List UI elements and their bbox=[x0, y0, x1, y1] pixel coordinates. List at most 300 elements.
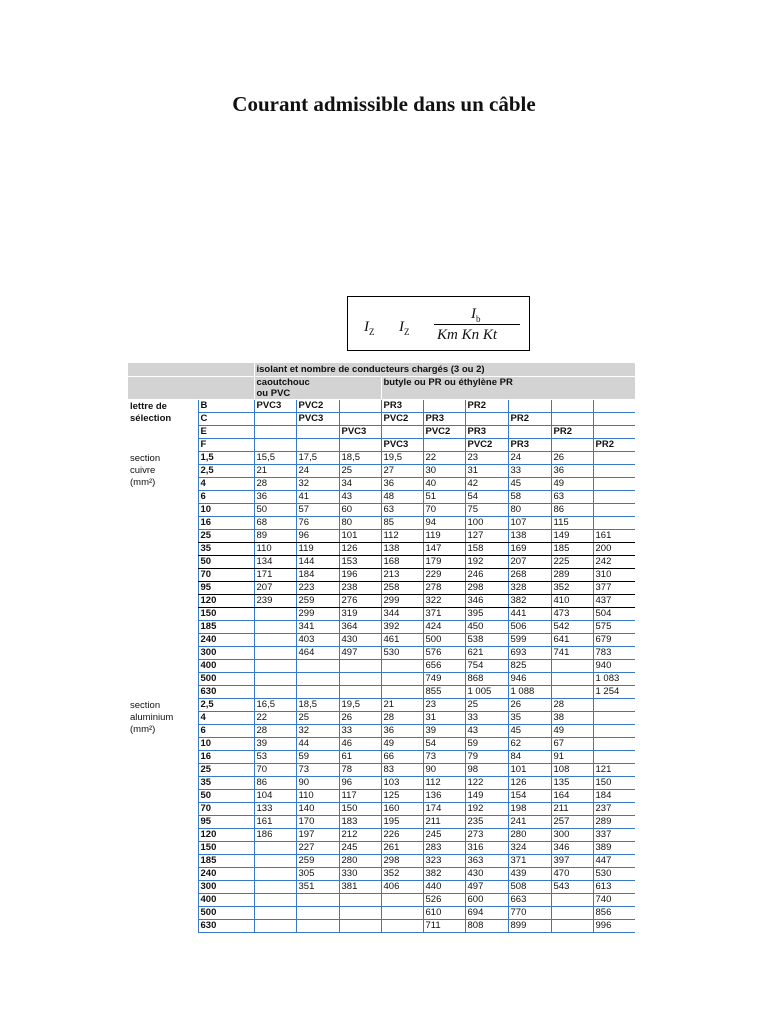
aluminium-current-value: 694 bbox=[465, 907, 508, 920]
copper-section-size: 500 bbox=[198, 673, 254, 686]
aluminium-current-value bbox=[254, 855, 296, 868]
copper-current-value: 538 bbox=[465, 634, 508, 647]
aluminium-section-size: 50 bbox=[198, 790, 254, 803]
aluminium-current-value: 613 bbox=[593, 881, 635, 894]
copper-current-value: 346 bbox=[465, 595, 508, 608]
aluminium-current-value: 351 bbox=[296, 881, 339, 894]
copper-current-value: 17,5 bbox=[296, 452, 339, 465]
insulation-type-cell bbox=[508, 400, 551, 413]
aluminium-current-value: 600 bbox=[465, 894, 508, 907]
copper-current-value: 57 bbox=[296, 504, 339, 517]
aluminium-current-value: 245 bbox=[339, 842, 381, 855]
copper-current-value: 30 bbox=[423, 465, 465, 478]
copper-current-value bbox=[381, 660, 423, 673]
copper-current-value: 119 bbox=[423, 530, 465, 543]
aluminium-current-value: 397 bbox=[551, 855, 593, 868]
copper-current-value: 161 bbox=[593, 530, 635, 543]
aluminium-current-value: 31 bbox=[423, 712, 465, 725]
copper-current-value: 575 bbox=[593, 621, 635, 634]
aluminium-current-value: 610 bbox=[423, 907, 465, 920]
aluminium-current-value: 90 bbox=[423, 764, 465, 777]
copper-current-value bbox=[593, 517, 635, 530]
copper-section-size: 150 bbox=[198, 608, 254, 621]
aluminium-current-value: 382 bbox=[423, 868, 465, 881]
copper-section-size: 2,5 bbox=[198, 465, 254, 478]
aluminium-current-value: 389 bbox=[593, 842, 635, 855]
aluminium-current-value bbox=[254, 907, 296, 920]
aluminium-current-value: 91 bbox=[551, 751, 593, 764]
aluminium-current-value: 54 bbox=[423, 738, 465, 751]
insulation-type-cell bbox=[551, 400, 593, 413]
insulation-type-cell bbox=[381, 426, 423, 439]
aluminium-current-value: 227 bbox=[296, 842, 339, 855]
copper-current-value: 48 bbox=[381, 491, 423, 504]
copper-current-value bbox=[593, 491, 635, 504]
aluminium-current-value: 66 bbox=[381, 751, 423, 764]
copper-current-value: 24 bbox=[508, 452, 551, 465]
aluminium-current-value: 136 bbox=[423, 790, 465, 803]
aluminium-current-value: 280 bbox=[339, 855, 381, 868]
aluminium-current-value: 170 bbox=[296, 816, 339, 829]
copper-current-value: 377 bbox=[593, 582, 635, 595]
aluminium-current-value: 90 bbox=[296, 777, 339, 790]
aluminium-current-value: 183 bbox=[339, 816, 381, 829]
aluminium-current-value: 346 bbox=[551, 842, 593, 855]
selection-label: lettre de sélection bbox=[130, 401, 172, 424]
copper-current-value: 32 bbox=[296, 478, 339, 491]
copper-current-value: 184 bbox=[296, 569, 339, 582]
insulation-type-cell: PVC2 bbox=[423, 426, 465, 439]
copper-current-value: 28 bbox=[254, 478, 296, 491]
copper-current-value: 679 bbox=[593, 634, 635, 647]
copper-current-value: 54 bbox=[465, 491, 508, 504]
copper-current-value: 85 bbox=[381, 517, 423, 530]
aluminium-current-value: 899 bbox=[508, 920, 551, 933]
insulation-type-cell bbox=[339, 413, 381, 426]
copper-section-size: 120 bbox=[198, 595, 254, 608]
aluminium-current-value bbox=[593, 699, 635, 712]
copper-current-value: 322 bbox=[423, 595, 465, 608]
copper-current-value: 268 bbox=[508, 569, 551, 582]
aluminium-section-size: 400 bbox=[198, 894, 254, 907]
aluminium-current-value: 298 bbox=[381, 855, 423, 868]
aluminium-current-value: 280 bbox=[508, 829, 551, 842]
copper-current-value bbox=[296, 686, 339, 699]
insulation-type-cell bbox=[296, 439, 339, 452]
insulation-type-cell bbox=[593, 426, 635, 439]
copper-current-value: 112 bbox=[381, 530, 423, 543]
aluminium-current-value: 439 bbox=[508, 868, 551, 881]
copper-current-value: 21 bbox=[254, 465, 296, 478]
aluminium-current-value: 663 bbox=[508, 894, 551, 907]
aluminium-current-value: 133 bbox=[254, 803, 296, 816]
aluminium-current-value bbox=[296, 907, 339, 920]
aluminium-current-value: 316 bbox=[465, 842, 508, 855]
aluminium-current-value: 62 bbox=[508, 738, 551, 751]
aluminium-current-value bbox=[551, 920, 593, 933]
copper-current-value: 410 bbox=[551, 595, 593, 608]
copper-current-value: 196 bbox=[339, 569, 381, 582]
aluminium-current-value bbox=[381, 907, 423, 920]
aluminium-current-value: 140 bbox=[296, 803, 339, 816]
insulation-type-cell bbox=[423, 400, 465, 413]
aluminium-current-value: 28 bbox=[254, 725, 296, 738]
copper-current-value: 299 bbox=[381, 595, 423, 608]
copper-current-value: 107 bbox=[508, 517, 551, 530]
header-group-rubber-pvc: caoutchouc ou PVC bbox=[254, 377, 381, 400]
copper-current-value: 19,5 bbox=[381, 452, 423, 465]
aluminium-current-value: 154 bbox=[508, 790, 551, 803]
aluminium-current-value: 237 bbox=[593, 803, 635, 816]
copper-current-value: 276 bbox=[339, 595, 381, 608]
copper-current-value: 34 bbox=[339, 478, 381, 491]
aluminium-current-value: 39 bbox=[423, 725, 465, 738]
copper-current-value: 1 088 bbox=[508, 686, 551, 699]
copper-current-value: 169 bbox=[508, 543, 551, 556]
copper-current-value: 328 bbox=[508, 582, 551, 595]
copper-current-value: 621 bbox=[465, 647, 508, 660]
copper-current-value: 299 bbox=[296, 608, 339, 621]
copper-current-value bbox=[339, 686, 381, 699]
fraction-line bbox=[434, 324, 520, 325]
copper-current-value: 149 bbox=[551, 530, 593, 543]
aluminium-current-value: 101 bbox=[508, 764, 551, 777]
aluminium-current-value: 235 bbox=[465, 816, 508, 829]
copper-current-value: 63 bbox=[551, 491, 593, 504]
aluminium-current-value: 73 bbox=[296, 764, 339, 777]
copper-current-value: 344 bbox=[381, 608, 423, 621]
copper-current-value: 424 bbox=[423, 621, 465, 634]
copper-current-value: 1 005 bbox=[465, 686, 508, 699]
copper-current-value: 242 bbox=[593, 556, 635, 569]
aluminium-section-size: 300 bbox=[198, 881, 254, 894]
copper-current-value: 80 bbox=[339, 517, 381, 530]
copper-section-size: 95 bbox=[198, 582, 254, 595]
copper-current-value: 259 bbox=[296, 595, 339, 608]
aluminium-section-size: 95 bbox=[198, 816, 254, 829]
aluminium-current-value bbox=[254, 868, 296, 881]
copper-current-value: 225 bbox=[551, 556, 593, 569]
copper-current-value bbox=[296, 673, 339, 686]
aluminium-current-value: 283 bbox=[423, 842, 465, 855]
copper-current-value: 229 bbox=[423, 569, 465, 582]
copper-current-value: 298 bbox=[465, 582, 508, 595]
aluminium-section-size: 2,5 bbox=[198, 699, 254, 712]
insulation-type-cell bbox=[465, 413, 508, 426]
aluminium-current-value: 770 bbox=[508, 907, 551, 920]
insulation-type-cell: PVC3 bbox=[339, 426, 381, 439]
aluminium-current-value: 381 bbox=[339, 881, 381, 894]
copper-current-value bbox=[254, 660, 296, 673]
header-blank-2 bbox=[128, 377, 254, 400]
copper-section-size: 300 bbox=[198, 647, 254, 660]
aluminium-current-value: 28 bbox=[381, 712, 423, 725]
copper-current-value: 310 bbox=[593, 569, 635, 582]
copper-current-value: 430 bbox=[339, 634, 381, 647]
aluminium-current-value bbox=[254, 842, 296, 855]
copper-current-value bbox=[296, 660, 339, 673]
aluminium-current-value: 78 bbox=[339, 764, 381, 777]
aluminium-current-value: 211 bbox=[551, 803, 593, 816]
aluminium-label: section aluminium (mm²) bbox=[130, 699, 174, 735]
copper-current-value: 364 bbox=[339, 621, 381, 634]
copper-current-value: 500 bbox=[423, 634, 465, 647]
copper-current-value: 192 bbox=[465, 556, 508, 569]
aluminium-current-value bbox=[254, 920, 296, 933]
insulation-type-cell: PVC2 bbox=[296, 400, 339, 413]
header-group-butyl-pr: butyle ou PR ou éthylène PR bbox=[381, 377, 635, 400]
aluminium-current-value: 273 bbox=[465, 829, 508, 842]
insulation-type-cell: PR3 bbox=[508, 439, 551, 452]
insulation-type-cell bbox=[508, 426, 551, 439]
aluminium-current-value bbox=[551, 907, 593, 920]
formula-iz-1: $I_Z$ bbox=[364, 319, 375, 337]
copper-current-value: 23 bbox=[465, 452, 508, 465]
copper-section-size: 240 bbox=[198, 634, 254, 647]
aluminium-current-value bbox=[254, 881, 296, 894]
copper-current-value: 36 bbox=[551, 465, 593, 478]
aluminium-current-value: 84 bbox=[508, 751, 551, 764]
copper-current-value: 45 bbox=[508, 478, 551, 491]
aluminium-current-value: 856 bbox=[593, 907, 635, 920]
copper-section-size: 35 bbox=[198, 543, 254, 556]
copper-current-value: 158 bbox=[465, 543, 508, 556]
copper-current-value: 352 bbox=[551, 582, 593, 595]
aluminium-current-value: 711 bbox=[423, 920, 465, 933]
insulation-type-cell bbox=[593, 400, 635, 413]
copper-current-value: 506 bbox=[508, 621, 551, 634]
aluminium-current-value: 150 bbox=[339, 803, 381, 816]
aluminium-current-value: 371 bbox=[508, 855, 551, 868]
insulation-type-cell: PR3 bbox=[381, 400, 423, 413]
aluminium-current-value: 25 bbox=[296, 712, 339, 725]
aluminium-current-value bbox=[551, 894, 593, 907]
aluminium-current-value: 32 bbox=[296, 725, 339, 738]
copper-current-value: 25 bbox=[339, 465, 381, 478]
aluminium-current-value: 996 bbox=[593, 920, 635, 933]
copper-current-value bbox=[254, 608, 296, 621]
page-title: Courant admissible dans un câble bbox=[232, 92, 536, 116]
copper-current-value: 63 bbox=[381, 504, 423, 517]
copper-section-size: 6 bbox=[198, 491, 254, 504]
aluminium-current-value: 112 bbox=[423, 777, 465, 790]
formula-denominator: Km Kn Kt bbox=[437, 327, 498, 343]
aluminium-section-size: 120 bbox=[198, 829, 254, 842]
copper-current-value: 200 bbox=[593, 543, 635, 556]
aluminium-current-value bbox=[339, 894, 381, 907]
copper-current-value: 749 bbox=[423, 673, 465, 686]
copper-current-value: 223 bbox=[296, 582, 339, 595]
aluminium-section-size: 6 bbox=[198, 725, 254, 738]
aluminium-current-value: 324 bbox=[508, 842, 551, 855]
copper-current-value: 127 bbox=[465, 530, 508, 543]
copper-current-value: 246 bbox=[465, 569, 508, 582]
copper-section-size: 4 bbox=[198, 478, 254, 491]
copper-current-value: 168 bbox=[381, 556, 423, 569]
copper-current-value bbox=[593, 478, 635, 491]
aluminium-current-value bbox=[296, 894, 339, 907]
aluminium-current-value: 73 bbox=[423, 751, 465, 764]
copper-current-value: 940 bbox=[593, 660, 635, 673]
aluminium-current-value: 21 bbox=[381, 699, 423, 712]
aluminium-current-value: 79 bbox=[465, 751, 508, 764]
aluminium-current-value: 39 bbox=[254, 738, 296, 751]
copper-current-value: 70 bbox=[423, 504, 465, 517]
copper-section-size: 185 bbox=[198, 621, 254, 634]
aluminium-current-value: 259 bbox=[296, 855, 339, 868]
formula-box bbox=[347, 296, 530, 351]
aluminium-current-value bbox=[339, 920, 381, 933]
aluminium-current-value: 43 bbox=[465, 725, 508, 738]
copper-current-value: 144 bbox=[296, 556, 339, 569]
aluminium-current-value: 197 bbox=[296, 829, 339, 842]
copper-current-value: 395 bbox=[465, 608, 508, 621]
insulation-type-cell: PR2 bbox=[593, 439, 635, 452]
copper-current-value: 110 bbox=[254, 543, 296, 556]
aluminium-current-value: 470 bbox=[551, 868, 593, 881]
aluminium-current-value: 300 bbox=[551, 829, 593, 842]
aluminium-section-size: 240 bbox=[198, 868, 254, 881]
aluminium-current-value: 808 bbox=[465, 920, 508, 933]
aluminium-current-value: 149 bbox=[465, 790, 508, 803]
copper-current-value bbox=[254, 647, 296, 660]
copper-current-value: 207 bbox=[254, 582, 296, 595]
copper-current-value: 868 bbox=[465, 673, 508, 686]
aluminium-current-value: 740 bbox=[593, 894, 635, 907]
copper-current-value: 147 bbox=[423, 543, 465, 556]
copper-current-value: 1 083 bbox=[593, 673, 635, 686]
aluminium-current-value: 28 bbox=[551, 699, 593, 712]
aluminium-current-value: 212 bbox=[339, 829, 381, 842]
aluminium-section-size: 35 bbox=[198, 777, 254, 790]
aluminium-current-value: 33 bbox=[465, 712, 508, 725]
aluminium-current-value: 33 bbox=[339, 725, 381, 738]
copper-current-value: 599 bbox=[508, 634, 551, 647]
aluminium-current-value bbox=[593, 738, 635, 751]
insulation-type-cell: PR2 bbox=[465, 400, 508, 413]
copper-current-value: 40 bbox=[423, 478, 465, 491]
copper-section-size: 50 bbox=[198, 556, 254, 569]
copper-current-value: 134 bbox=[254, 556, 296, 569]
aluminium-current-value: 305 bbox=[296, 868, 339, 881]
copper-current-value: 576 bbox=[423, 647, 465, 660]
aluminium-section-size: 70 bbox=[198, 803, 254, 816]
aluminium-current-value: 36 bbox=[381, 725, 423, 738]
aluminium-current-value: 103 bbox=[381, 777, 423, 790]
aluminium-current-value: 22 bbox=[254, 712, 296, 725]
insulation-type-cell bbox=[593, 413, 635, 426]
formula-iz-2: $I_Z$ bbox=[399, 319, 410, 337]
aluminium-current-value: 160 bbox=[381, 803, 423, 816]
aluminium-current-value: 530 bbox=[593, 868, 635, 881]
aluminium-current-value: 330 bbox=[339, 868, 381, 881]
copper-current-value: 185 bbox=[551, 543, 593, 556]
copper-current-value: 437 bbox=[593, 595, 635, 608]
aluminium-current-value: 125 bbox=[381, 790, 423, 803]
copper-section-size: 16 bbox=[198, 517, 254, 530]
aluminium-current-value: 406 bbox=[381, 881, 423, 894]
copper-current-value: 15,5 bbox=[254, 452, 296, 465]
aluminium-current-value: 174 bbox=[423, 803, 465, 816]
copper-current-value: 258 bbox=[381, 582, 423, 595]
aluminium-current-value: 198 bbox=[508, 803, 551, 816]
insulation-type-cell: PVC3 bbox=[254, 400, 296, 413]
aluminium-current-value: 122 bbox=[465, 777, 508, 790]
header-insulation: isolant et nombre de conducteurs chargés (3 ou 2) bbox=[254, 363, 635, 377]
aluminium-current-value: 61 bbox=[339, 751, 381, 764]
copper-section-size: 400 bbox=[198, 660, 254, 673]
aluminium-current-value: 53 bbox=[254, 751, 296, 764]
aluminium-current-value: 289 bbox=[593, 816, 635, 829]
aluminium-current-value: 96 bbox=[339, 777, 381, 790]
aluminium-current-value: 508 bbox=[508, 881, 551, 894]
copper-current-value: 171 bbox=[254, 569, 296, 582]
copper-current-value bbox=[254, 621, 296, 634]
copper-current-value: 341 bbox=[296, 621, 339, 634]
insulation-type-cell: PVC2 bbox=[381, 413, 423, 426]
copper-current-value bbox=[551, 660, 593, 673]
copper-current-value: 101 bbox=[339, 530, 381, 543]
copper-current-value: 289 bbox=[551, 569, 593, 582]
copper-current-value: 126 bbox=[339, 543, 381, 556]
copper-current-value: 138 bbox=[381, 543, 423, 556]
copper-current-value: 50 bbox=[254, 504, 296, 517]
selection-letter: E bbox=[198, 426, 254, 439]
aluminium-current-value: 186 bbox=[254, 829, 296, 842]
copper-current-value: 68 bbox=[254, 517, 296, 530]
copper-current-value: 18,5 bbox=[339, 452, 381, 465]
copper-current-value: 138 bbox=[508, 530, 551, 543]
aluminium-current-value: 110 bbox=[296, 790, 339, 803]
copper-current-value: 76 bbox=[296, 517, 339, 530]
aluminium-current-value: 18,5 bbox=[296, 699, 339, 712]
aluminium-section-size: 16 bbox=[198, 751, 254, 764]
copper-current-value bbox=[381, 686, 423, 699]
aluminium-current-value: 352 bbox=[381, 868, 423, 881]
aluminium-section-size: 500 bbox=[198, 907, 254, 920]
copper-current-value: 86 bbox=[551, 504, 593, 517]
aluminium-section-size: 4 bbox=[198, 712, 254, 725]
aluminium-current-value bbox=[593, 751, 635, 764]
copper-current-value: 96 bbox=[296, 530, 339, 543]
aluminium-current-value: 135 bbox=[551, 777, 593, 790]
insulation-type-cell: PVC2 bbox=[465, 439, 508, 452]
copper-current-value: 464 bbox=[296, 647, 339, 660]
aluminium-current-value: 245 bbox=[423, 829, 465, 842]
copper-current-value: 213 bbox=[381, 569, 423, 582]
aluminium-current-value: 86 bbox=[254, 777, 296, 790]
copper-current-value: 504 bbox=[593, 608, 635, 621]
aluminium-current-value: 323 bbox=[423, 855, 465, 868]
aluminium-current-value: 49 bbox=[551, 725, 593, 738]
aluminium-section-size: 150 bbox=[198, 842, 254, 855]
aluminium-section-size: 10 bbox=[198, 738, 254, 751]
copper-current-value: 542 bbox=[551, 621, 593, 634]
copper-section-size: 10 bbox=[198, 504, 254, 517]
copper-current-value: 497 bbox=[339, 647, 381, 660]
copper-current-value: 119 bbox=[296, 543, 339, 556]
copper-current-value: 33 bbox=[508, 465, 551, 478]
selection-letter: B bbox=[198, 400, 254, 413]
aluminium-current-value bbox=[381, 920, 423, 933]
copper-current-value: 783 bbox=[593, 647, 635, 660]
copper-current-value: 754 bbox=[465, 660, 508, 673]
copper-current-value: 49 bbox=[551, 478, 593, 491]
copper-current-value bbox=[551, 673, 593, 686]
aluminium-current-value: 497 bbox=[465, 881, 508, 894]
aluminium-current-value: 83 bbox=[381, 764, 423, 777]
copper-current-value: 179 bbox=[423, 556, 465, 569]
